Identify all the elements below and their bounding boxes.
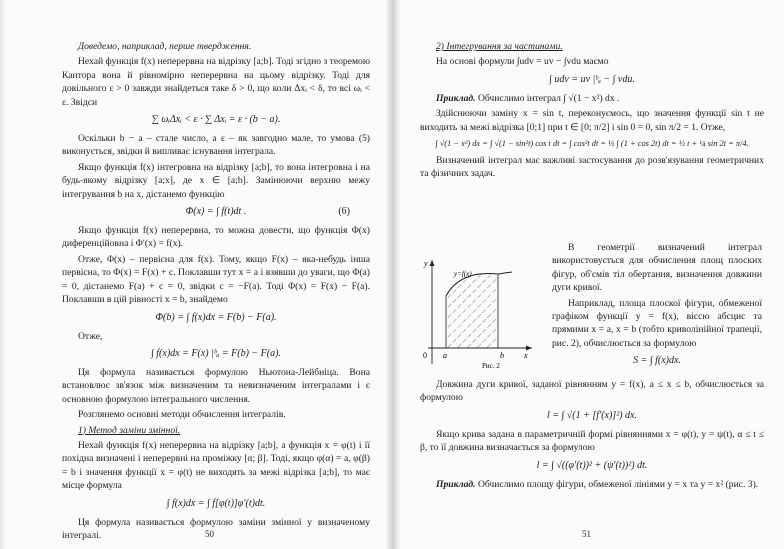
paragraph: Розглянемо основні методи обчислення інтегралів. (78, 409, 286, 421)
formula: l = ∫ √((φ′(t))² + (ψ′(t))²) dt. (536, 459, 648, 471)
paragraph: Отже, (78, 330, 103, 342)
paragraph: Наприклад, площа плоскої фігури, обмеженої графіком функції y = f(x), віссю абсцис та прямими x = a, x = b (тобто криволінійної трапеції, рис. 2), обчислюється за формулою (552, 297, 762, 349)
formula: ∫ udv = uv |ᵇₐ − ∫ vdu. (549, 73, 635, 85)
paragraph: Якщо функція f(x) неперервна, то можна довести, що функція Φ(x) диференційовна і Φ′(x) = f(x). (62, 225, 370, 250)
formula: l = ∫ √(1 + [f′(x)]²) dx. (547, 409, 637, 421)
formula-text: Φ(x) = ∫ f(t)dt . (185, 206, 247, 218)
paragraph: Отже, Φ(x) – первісна для f(x). Тому, якщо F(x) – яка-небудь інша первісна, то Φ(x) = F(x) + c. Поклавши тут x = a і взявши до уваги, що Φ(a) = 0, дістанемо F(a) + c = 0, звідки c = −F(a). Тоді Φ(x) = F(x) − F(a). Поклавши в цій рівності x = b, знайдемо (62, 253, 370, 306)
paragraph: Довжина дуги кривої, заданої рівнянням y = f(x), a ≤ x ≤ b, обчислюється за формулою (420, 379, 764, 404)
section-heading: 1) Метод заміни змінної. (78, 424, 181, 436)
section-heading: 2) Інтегрування за частинами. (436, 41, 563, 52)
a-label: a (443, 351, 447, 360)
paragraph: На основі формули ∫udv = uv − ∫vdu маємо (436, 56, 609, 68)
paragraph: Оскільки b − a – стале число, а ε – як завгодно мале, то умова (5) виконується, звідки й випливає існування інтеграла. (62, 133, 370, 158)
formula: ∫ f(x)dx = ∫ f[φ(t)]φ′(t)dt. (166, 497, 266, 509)
example-paragraph (420, 92, 764, 105)
formula: ∑ ωᵢΔxᵢ < ε · ∑ Δxᵢ = ε · (b − a). (151, 114, 281, 126)
formula-6 (62, 204, 370, 220)
paragraph: Якщо крива задана в параметричній формі рівняннями x = φ(t), y = ψ(t), α ≤ t ≤ β, то її довжина визначається за формулою (420, 428, 764, 454)
b-label: b (500, 351, 504, 360)
page-number: 50 (205, 529, 214, 539)
paragraph: Нехай функція f(x) неперервна на відрізку [a;b], а функція x = φ(t) і її похідна визначені і неперервні на проміжку [α; β]. Тоді, якщо φ(α) = a, φ(β) = b і значення функції x = φ(t) не виходять за межі відрізка [a;b], то має місце формула (62, 439, 370, 492)
paragraph: Якщо функція f(x) інтегровна на відрізку [a;b], то вона інтегровна і на будь-якому відрізку [a;x], де x ∈ [a;b]. Замінюючи верхню межу інтегрування b на x, дістанемо функцію (62, 161, 370, 200)
y-arrow-icon (430, 260, 435, 266)
origin-label: 0 (423, 351, 427, 360)
formula: ∫ √(1 − x²) dx = ∫ √(1 − sin²t) cos t dt = ∫ cos²t dt = ½ ∫ (1 + cos 2t) dt = ½ t + ¼ sin 2t = π/4. (435, 139, 749, 149)
y-label: y (424, 259, 428, 268)
x-label: x (524, 351, 528, 360)
paragraph: Нехай функція f(x) неперервна на відрізку [a;b]. Тоді згідно з теоремою Кантора вона й рівномірно неперервна на цьому відрізку. Тоді для довільного ε > 0 завжди знайдеться таке δ > 0, що коли Δxᵢ < δ, то всі ωᵢ < ε. Звідси (62, 56, 370, 108)
formula: Φ(b) = ∫ f(x)dx = F(b) − F(a). (155, 311, 277, 323)
page-number: 51 (582, 529, 591, 539)
figure-side-text (552, 241, 762, 373)
figure-2-diagram (420, 256, 538, 370)
paragraph: Ця формула називається формулою Ньютона-Лейбніца. Вона встановлює зв'язок між визначеним та невизначеним інтегралами і є основною формулою інтегрального числення. (62, 366, 370, 405)
paragraph: В геометрії визначений інтеграл використовується для обчислення площ плоских фігур, об'ємів тіл обертання, визначення довжини дуги кривої. (552, 242, 762, 294)
paragraph: Ця формула називається формулою заміни змінної у визначеному інтегралі. (62, 516, 370, 541)
curve-label: y=f(x) (454, 270, 472, 278)
proof-intro: Доведемо, наприклад, перше твердження. (78, 41, 252, 52)
example-text: Обчислимо інтеграл ∫ √(1 − x²) dx . (477, 92, 620, 104)
newton-leibniz-formula: ∫ f(x)dx = F(x) |ᵇₐ = F(b) − F(a). (151, 347, 281, 359)
example-label: Приклад. (436, 478, 476, 490)
example-label: Приклад. (436, 92, 476, 104)
x-arrow-icon (526, 346, 532, 351)
hatched-area (446, 273, 498, 348)
example-paragraph (420, 478, 764, 491)
figure-caption: Рис. 2 (482, 362, 500, 370)
lower-text (420, 378, 764, 493)
paragraph: Здійснюючи заміну x = sin t, переконуємось, що значення функції sin t не виходить за межі відрізка [0;1] при t ∈ [0; π/2] і sin 0 = 0, sin π/2 = 1. Отже, (420, 108, 764, 133)
formula-number: (6) (338, 206, 350, 218)
right-page (392, 0, 784, 549)
paragraph: Визначений інтеграл має важливі застосування до розв'язування геометричних та фізичних задач. (420, 155, 764, 180)
area-formula: S = ∫ f(x)dx. (633, 355, 681, 367)
example-text: Обчислимо площу фігури, обмеженої лініями y = x та y = x² (рис. 3). (477, 478, 759, 490)
